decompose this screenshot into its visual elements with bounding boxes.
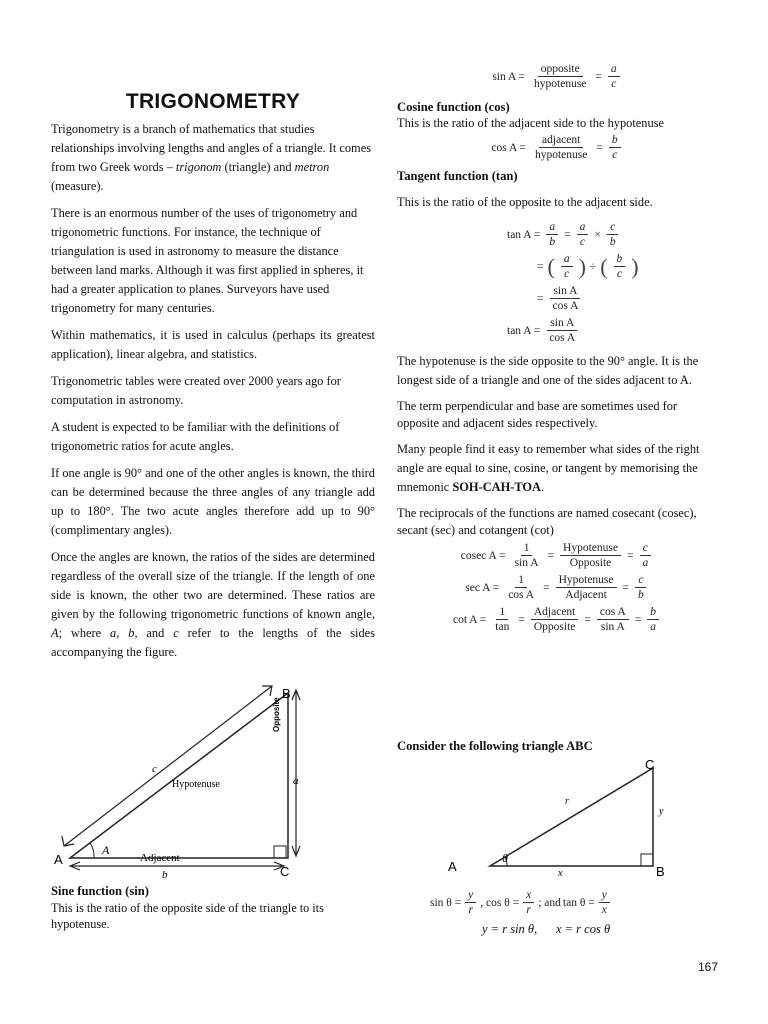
text: A [51, 626, 59, 640]
text: a [561, 252, 573, 267]
fraction [463, 888, 478, 918]
text: Opposite [569, 557, 612, 569]
text: Once the angles are known, the ratios of the sides are determined regardless of the overall size of the triangle. If the length of one side is known, the other two are determined. These ratios are given by the following trigonometric functions of known angle, [51, 550, 375, 621]
mnemonic: SOH-CAH-TOA [452, 480, 541, 494]
tan-line-1 [507, 220, 717, 250]
text: ; where [58, 626, 111, 640]
fraction [575, 220, 591, 250]
sine-section [51, 882, 371, 940]
text: tan [495, 621, 510, 633]
hypotenuse-label: Hypotenuse [172, 779, 220, 790]
text: , and [134, 626, 174, 640]
vertex-c-label: C [645, 757, 655, 772]
page-number: 167 [697, 960, 718, 974]
text: ; and [538, 897, 561, 909]
text: c [616, 268, 622, 280]
paren: ( [600, 254, 608, 279]
cot-equation [397, 605, 717, 635]
text: = [518, 614, 525, 626]
text: = [537, 293, 544, 305]
text: b [128, 626, 135, 640]
paren: ) [631, 254, 639, 279]
triangle-outline [70, 693, 288, 858]
sine-equation [397, 62, 717, 92]
text: c [612, 149, 618, 161]
tan-line-3 [537, 284, 717, 314]
text: 1 [521, 541, 533, 556]
fraction [559, 252, 575, 282]
text: Opposite [533, 621, 576, 633]
fraction [544, 316, 580, 346]
uses-paragraph: There is an enormous number of the uses of trigonometry and trigonometric functions. For instance, the technique of triangulation is used in astronomy to measure the distance between land marks. Although it was first applied in spheres, it had a greater application to planes. Surveyors have used trigonometry for many centuries. [51, 206, 364, 315]
text: c [640, 541, 651, 556]
text: opposite [538, 62, 583, 77]
text: b [549, 236, 556, 248]
text: sin θ = [430, 897, 462, 909]
text: b [609, 236, 616, 248]
divide-symbol: ÷ [589, 261, 597, 273]
fraction [548, 284, 584, 314]
text: sin A [514, 557, 539, 569]
text: = [584, 614, 591, 626]
angle-a-label: A [102, 843, 110, 857]
side-x-label: x [558, 868, 563, 879]
text: = [622, 582, 630, 594]
text: x [523, 888, 534, 903]
fraction [529, 605, 581, 635]
text: cosec A = [460, 550, 506, 562]
tangent-derivation [507, 220, 717, 346]
vertex-b-label: B [282, 686, 291, 701]
fraction [605, 220, 621, 250]
text: sin A = [492, 71, 526, 83]
text: sin A [547, 316, 577, 331]
cosine-text: This is the ratio of the adjacent side to the hypotenuse [397, 116, 665, 130]
cosine-heading: Cosine function (cos) [397, 100, 510, 114]
text: r [468, 904, 473, 916]
text: sin A [550, 284, 580, 299]
fraction [529, 62, 591, 92]
text: c [611, 78, 617, 90]
paren: ( [547, 254, 555, 279]
text: cos A [597, 605, 629, 620]
text: = [596, 142, 603, 154]
text: a [642, 557, 649, 569]
side-b-label: b [162, 869, 168, 881]
text: Adjacent [565, 589, 607, 601]
angles-paragraph: If one angle is 90° and one of the other angles is known, the third can be determined because the three angles of any triangle add up to 180°. The two acute angles therefore add up to 90° (complimentary angles). [51, 466, 375, 537]
side-c-label: c [152, 763, 157, 775]
text: tan A = [507, 229, 541, 241]
text: x [601, 904, 607, 916]
text: tan A = [507, 325, 541, 337]
text: = [634, 614, 642, 626]
triangle-outline [490, 768, 653, 866]
text: (triangle) and [221, 160, 295, 174]
sine-heading: Sine function (sin) [51, 884, 149, 898]
tan-line-2 [537, 252, 717, 282]
text: = [595, 71, 602, 83]
text: = [543, 582, 550, 594]
intro-paragraph [51, 120, 375, 196]
polar-relations: y = r sin θ, x = r cos θ [482, 922, 611, 936]
text: a [546, 220, 558, 235]
fraction [558, 541, 623, 571]
text: y [599, 888, 610, 903]
text: cos A [552, 300, 579, 312]
student-paragraph: A student is expected to be familiar with the definitions of trigonometric ratios for acute angles. [51, 420, 340, 453]
reciprocals-paragraph: The reciprocals of the functions are named cosecant (cosec), secant (sec) and cotangent (cot) [397, 506, 697, 537]
figure2-ratios [430, 888, 690, 918]
text: cos A = [491, 142, 526, 154]
text: b [647, 605, 659, 620]
text: metron [294, 160, 330, 174]
text: a [608, 62, 620, 77]
fraction [612, 252, 628, 282]
consider-heading: Consider the following triangle ABC [397, 739, 593, 753]
adjacent-label: Adjacent [140, 852, 180, 864]
fraction [645, 605, 661, 635]
text: b [638, 589, 644, 601]
page-title: TRIGONOMETRY [125, 90, 301, 113]
fraction [595, 605, 631, 635]
side-y-label: y [659, 806, 664, 817]
text: 1 [515, 573, 527, 588]
vertex-a-label: A [448, 859, 457, 874]
text: refer to the lengths of the sides accompanying the figure. [51, 626, 375, 659]
side-r-label: r [565, 796, 569, 807]
text: = [537, 261, 544, 273]
text: c [173, 626, 179, 640]
paren: ) [578, 254, 586, 279]
triangle-figure-1 [50, 678, 370, 883]
text: , cos θ = [480, 897, 520, 909]
text: . [541, 480, 545, 494]
cosine-equation [397, 133, 717, 163]
text: y [465, 888, 476, 903]
text: = [564, 229, 571, 241]
fraction [490, 605, 514, 635]
side-a-label: a [293, 775, 299, 787]
text: b [609, 133, 621, 148]
text: sec A = [465, 582, 500, 594]
fraction [530, 133, 592, 163]
text: c [579, 236, 585, 248]
text: c [635, 573, 646, 588]
text: cos A [549, 332, 576, 344]
triangle-figure-2 [445, 756, 675, 880]
fraction [503, 573, 539, 603]
arrowhead [62, 836, 74, 846]
text: r [526, 904, 531, 916]
sine-text: This is the ratio of the opposite side of the triangle to its hypotenuse. [51, 901, 324, 931]
vertex-c-label: C [280, 864, 290, 879]
fraction [607, 133, 623, 163]
mnemonic-paragraph [397, 440, 717, 497]
theta-label: θ [502, 851, 508, 865]
sec-equation [397, 573, 717, 603]
text: sin A [600, 621, 625, 633]
text: = [626, 550, 634, 562]
text: b [614, 252, 626, 267]
fraction [606, 62, 622, 92]
tan-line-4 [507, 316, 717, 346]
text: Trigonometry is a branch of mathematics that studies relationships involving lengths and angles of a triangle. It comes from two Greek words – [51, 122, 372, 174]
text: Many people find it easy to remember what sides of the right angle are equal to sine, cosine, or tangent by memorising the mnemonic [397, 442, 700, 494]
reciprocal-equations [397, 541, 717, 635]
text: Hypotenuse [560, 541, 621, 556]
tangent-text: This is the ratio of the opposite to the adjacent side. [397, 195, 653, 209]
calculus-paragraph: Within mathematics, it is used in calculus (perhaps its greatest application), linear algebra, and statistics. [51, 328, 375, 361]
fraction [597, 888, 612, 918]
text: adjacent [539, 133, 583, 148]
fraction [521, 888, 536, 918]
opposite-label: Opposite [272, 697, 281, 732]
text: a [650, 621, 657, 633]
tangent-heading: Tangent function (tan) [397, 169, 518, 183]
text: trigonom [175, 160, 222, 174]
perpendicular-paragraph: The term perpendicular and base are sometimes used for opposite and adjacent sides respectively. [397, 399, 678, 430]
text: cot A = [452, 614, 487, 626]
text: c [564, 268, 570, 280]
text: Hypotenuse [556, 573, 617, 588]
text: tan θ = [562, 897, 595, 909]
times-symbol: × [594, 229, 601, 241]
vertex-b-label: B [656, 864, 665, 879]
text: a [110, 626, 117, 640]
vertex-a-label: A [54, 852, 63, 867]
tables-paragraph: Trigonometric tables were created over 2000 years ago for computation in astronomy. [51, 374, 341, 407]
ratios-paragraph [51, 548, 375, 662]
text: = [547, 550, 555, 562]
text: cos A [508, 589, 535, 601]
text: hypotenuse [534, 78, 587, 90]
right-angle-marker [641, 854, 653, 866]
angle-arc [90, 843, 94, 858]
right-angle-marker [274, 846, 286, 858]
text: Adjacent [531, 605, 579, 620]
hypotenuse-paragraph: The hypotenuse is the side opposite to the 90° angle. It is the longest side of a triangle and one of the sides adjacent to A. [397, 354, 699, 387]
text: c [607, 220, 618, 235]
fraction [633, 573, 649, 603]
text: (measure). [51, 179, 104, 193]
text: 1 [496, 605, 508, 620]
left-column [51, 90, 375, 670]
fraction [554, 573, 619, 603]
text: a [577, 220, 589, 235]
text: , [116, 626, 129, 640]
hypotenuse-arrow [64, 686, 272, 846]
cosec-equation [397, 541, 717, 571]
right-column [397, 60, 717, 637]
fraction [544, 220, 560, 250]
text: hypotenuse [534, 149, 588, 161]
fraction [637, 541, 653, 571]
fraction [510, 541, 544, 571]
